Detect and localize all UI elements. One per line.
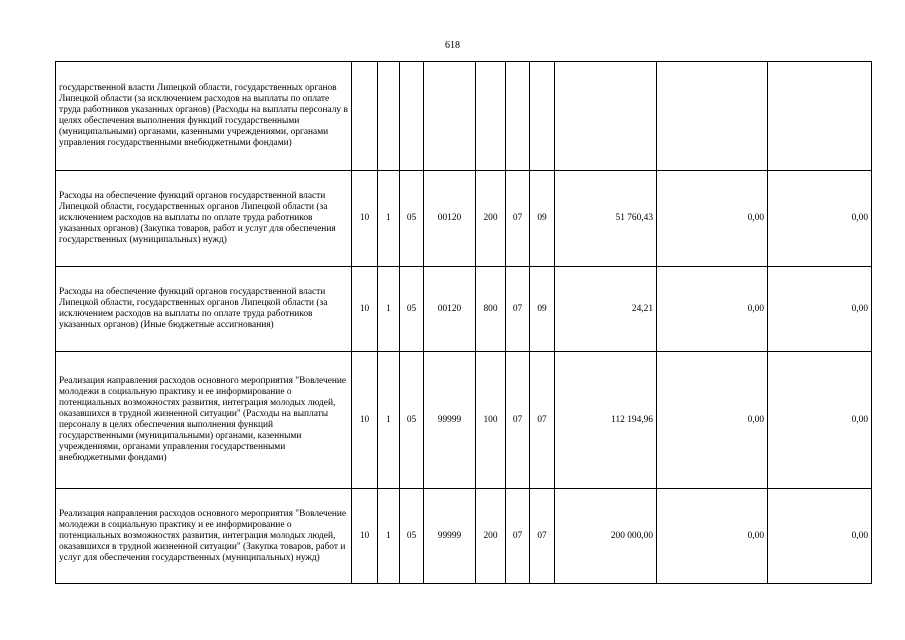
table-row bbox=[56, 489, 872, 584]
row-description: Расходы на обеспечение функций органов государственной власти Липецкой области, государственных органов Липецкой области (за исключением расходов на выплаты по оплате труда работников указанных органов) (Закупка товаров, работ и услуг для обеспечения государственных (муниципальных) нужд) bbox=[56, 171, 352, 267]
row-code-expense-type bbox=[476, 62, 506, 171]
row-amount-1 bbox=[555, 62, 657, 171]
row-code-subsection: 07 bbox=[530, 352, 555, 489]
row-code-section: 07 bbox=[506, 171, 530, 267]
row-description: Реализация направления расходов основного мероприятия "Вовлечение молодежи в социальную практику и ее информирование о потенциальных возможностях развития, интеграция молодых людей, оказавшихся в трудной жизненной ситуации" (Закупка товаров, работ и услуг для обеспечения государственных (муниципальных) нужд) bbox=[56, 489, 352, 584]
table-row bbox=[56, 352, 872, 489]
row-code-ministry: 10 bbox=[352, 489, 378, 584]
table-row bbox=[56, 267, 872, 352]
row-description: государственной власти Липецкой области, государственных органов Липецкой области (за исключением расходов на выплаты по оплате труда работников указанных органов) (Расходы на выплаты персоналу в целях обеспечения выполнения функций государственными (муниципальными) органами, казенными учреждениями, органами управления государственными внебюджетными фондами) bbox=[56, 62, 352, 171]
row-amount-1: 112 194,96 bbox=[555, 352, 657, 489]
row-code-direction bbox=[424, 62, 476, 171]
row-code-program: 1 bbox=[378, 352, 400, 489]
row-code-subprogram: 05 bbox=[400, 267, 424, 352]
row-amount-2: 0,00 bbox=[657, 352, 768, 489]
budget-table bbox=[55, 61, 872, 584]
table-row bbox=[56, 62, 872, 171]
row-code-subprogram bbox=[400, 62, 424, 171]
row-amount-1: 51 760,43 bbox=[555, 171, 657, 267]
row-code-ministry: 10 bbox=[352, 267, 378, 352]
row-code-subsection: 09 bbox=[530, 267, 555, 352]
row-code-expense-type: 800 bbox=[476, 267, 506, 352]
row-amount-3: 0,00 bbox=[768, 171, 872, 267]
row-code-program: 1 bbox=[378, 267, 400, 352]
row-description: Расходы на обеспечение функций органов государственной власти Липецкой области, государственных органов Липецкой области (за исключением расходов на выплаты по оплате труда работников указанных органов) (Иные бюджетные ассигнования) bbox=[56, 267, 352, 352]
row-amount-2 bbox=[657, 62, 768, 171]
row-amount-2: 0,00 bbox=[657, 267, 768, 352]
row-code-ministry bbox=[352, 62, 378, 171]
row-amount-1: 200 000,00 bbox=[555, 489, 657, 584]
row-code-ministry: 10 bbox=[352, 171, 378, 267]
row-amount-3 bbox=[768, 62, 872, 171]
row-code-expense-type: 100 bbox=[476, 352, 506, 489]
row-code-section bbox=[506, 62, 530, 171]
row-code-subprogram: 05 bbox=[400, 171, 424, 267]
row-code-subprogram: 05 bbox=[400, 352, 424, 489]
row-amount-3: 0,00 bbox=[768, 267, 872, 352]
row-code-ministry: 10 bbox=[352, 352, 378, 489]
row-description: Реализация направления расходов основного мероприятия "Вовлечение молодежи в социальную практику и ее информирование о потенциальных возможностях развития, интеграция молодых людей, оказавшихся в трудной жизненной ситуации" (Расходы на выплаты персоналу в целях обеспечения выполнения функций государственными (муниципальными) органами, казенными учреждениями, органами управления государственными внебюджетными фондами) bbox=[56, 352, 352, 489]
row-code-program bbox=[378, 62, 400, 171]
row-code-direction: 00120 bbox=[424, 171, 476, 267]
row-amount-1: 24,21 bbox=[555, 267, 657, 352]
row-code-section: 07 bbox=[506, 267, 530, 352]
row-code-section: 07 bbox=[506, 489, 530, 584]
row-code-direction: 99999 bbox=[424, 352, 476, 489]
row-code-direction: 99999 bbox=[424, 489, 476, 584]
row-code-section: 07 bbox=[506, 352, 530, 489]
row-code-expense-type: 200 bbox=[476, 171, 506, 267]
row-code-expense-type: 200 bbox=[476, 489, 506, 584]
row-amount-2: 0,00 bbox=[657, 489, 768, 584]
row-code-subsection: 09 bbox=[530, 171, 555, 267]
row-amount-3: 0,00 bbox=[768, 352, 872, 489]
row-code-subprogram: 05 bbox=[400, 489, 424, 584]
row-code-program: 1 bbox=[378, 171, 400, 267]
row-code-subsection bbox=[530, 62, 555, 171]
row-code-program: 1 bbox=[378, 489, 400, 584]
row-amount-3: 0,00 bbox=[768, 489, 872, 584]
row-code-direction: 00120 bbox=[424, 267, 476, 352]
table-row bbox=[56, 171, 872, 267]
row-amount-2: 0,00 bbox=[657, 171, 768, 267]
page-number: 618 bbox=[445, 40, 460, 51]
row-code-subsection: 07 bbox=[530, 489, 555, 584]
